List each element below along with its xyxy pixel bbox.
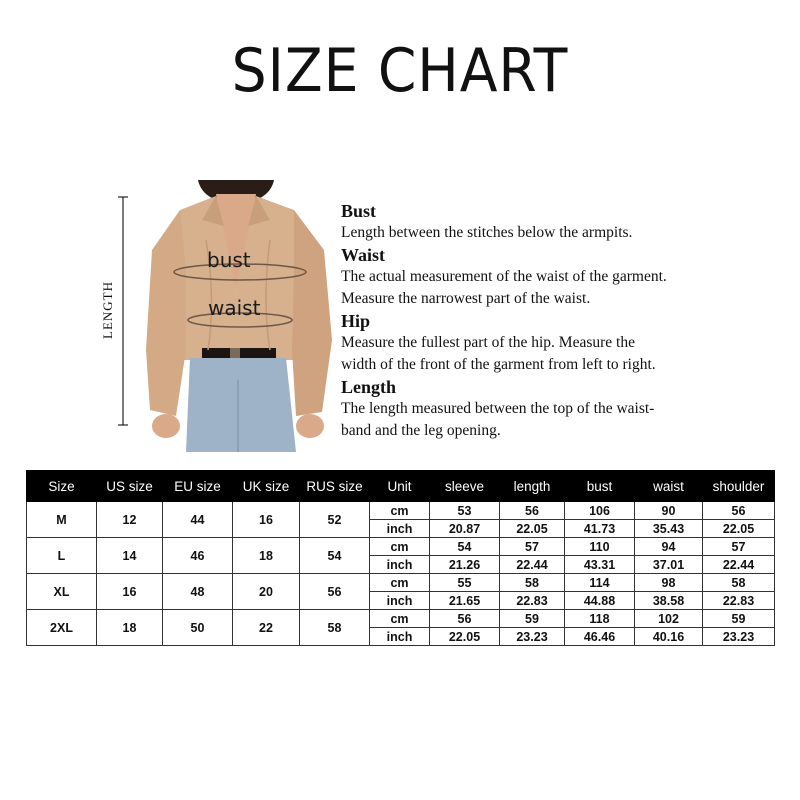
column-header: sleeve (430, 471, 500, 502)
table-cell: 110 (565, 538, 635, 556)
table-cell: 57 (500, 538, 565, 556)
rus-size-cell: 58 (300, 610, 370, 646)
table-cell: 118 (565, 610, 635, 628)
table-cell: 58 (500, 574, 565, 592)
size-table (26, 470, 775, 646)
table-cell: 94 (635, 538, 703, 556)
rus-size-cell: 54 (300, 538, 370, 574)
uk-size-cell: 18 (233, 538, 300, 574)
definition-text: The actual measurement of the waist of the garment. (341, 268, 667, 285)
definition-text: width of the front of the garment from left to right. (341, 356, 656, 373)
table-cell: 59 (500, 610, 565, 628)
uk-size-cell: 22 (233, 610, 300, 646)
table-cell: 44.88 (565, 592, 635, 610)
definition-text: Measure the fullest part of the hip. Measure the (341, 334, 635, 351)
definition-term: Hip (341, 311, 371, 331)
table-cell: cm (370, 538, 430, 556)
table-cell: 22.83 (703, 592, 775, 610)
table-cell: 22.44 (500, 556, 565, 574)
uk-size-cell: 20 (233, 574, 300, 610)
column-header: Unit (370, 471, 430, 502)
us-size-cell: 12 (97, 502, 163, 538)
column-header: UK size (233, 471, 300, 502)
table-cell: 22.05 (430, 628, 500, 646)
table-cell: 40.16 (635, 628, 703, 646)
table-cell: 46.46 (565, 628, 635, 646)
table-cell: 22.83 (500, 592, 565, 610)
table-cell: 35.43 (635, 520, 703, 538)
measurement-definitions (341, 200, 781, 442)
definition-term: Length (341, 377, 397, 397)
table-cell: 43.31 (565, 556, 635, 574)
uk-size-cell: 16 (233, 502, 300, 538)
table-cell: 56 (500, 502, 565, 520)
definition-term: Bust (341, 201, 377, 221)
table-cell: 90 (635, 502, 703, 520)
eu-size-cell: 44 (163, 502, 233, 538)
bust-label: bust (207, 248, 251, 272)
table-cell: 114 (565, 574, 635, 592)
table-cell: 54 (430, 538, 500, 556)
definition-waist (341, 244, 781, 310)
table-cell: 23.23 (500, 628, 565, 646)
column-header: Size (27, 471, 97, 502)
table-row (27, 502, 775, 520)
table-cell: 55 (430, 574, 500, 592)
garment-illustration (98, 180, 338, 452)
table-cell: 56 (430, 610, 500, 628)
table-header-row (27, 471, 775, 502)
size-cell: 2XL (27, 610, 97, 646)
table-cell: 102 (635, 610, 703, 628)
definition-text: The length measured between the top of the waist- (341, 400, 655, 417)
waist-label: waist (208, 296, 261, 320)
eu-size-cell: 48 (163, 574, 233, 610)
rus-size-cell: 52 (300, 502, 370, 538)
table-cell: 41.73 (565, 520, 635, 538)
page-title: SIZE CHART (231, 36, 569, 106)
table-cell: 22.44 (703, 556, 775, 574)
table-cell: 21.26 (430, 556, 500, 574)
table-cell: 38.58 (635, 592, 703, 610)
size-cell: XL (27, 574, 97, 610)
us-size-cell: 18 (97, 610, 163, 646)
table-cell: 58 (703, 574, 775, 592)
column-header: waist (635, 471, 703, 502)
table-cell: 37.01 (635, 556, 703, 574)
table-cell: 53 (430, 502, 500, 520)
definition-bust (341, 200, 781, 244)
table-cell: inch (370, 592, 430, 610)
definition-length (341, 376, 781, 442)
table-cell: 21.65 (430, 592, 500, 610)
definition-text: Measure the narrowest part of the waist. (341, 290, 591, 307)
us-size-cell: 16 (97, 574, 163, 610)
column-header: EU size (163, 471, 233, 502)
table-row (27, 610, 775, 628)
column-header: US size (97, 471, 163, 502)
size-cell: M (27, 502, 97, 538)
eu-size-cell: 46 (163, 538, 233, 574)
column-header: length (500, 471, 565, 502)
rus-size-cell: 56 (300, 574, 370, 610)
size-cell: L (27, 538, 97, 574)
table-cell: 22.05 (500, 520, 565, 538)
table-row (27, 574, 775, 592)
eu-size-cell: 50 (163, 610, 233, 646)
table-row (27, 538, 775, 556)
table-cell: inch (370, 628, 430, 646)
table-cell: 106 (565, 502, 635, 520)
table-cell: 23.23 (703, 628, 775, 646)
definition-text: Length between the stitches below the armpits. (341, 224, 633, 241)
column-header: RUS size (300, 471, 370, 502)
definition-text: band and the leg opening. (341, 422, 501, 439)
table-cell: 22.05 (703, 520, 775, 538)
table-cell: 98 (635, 574, 703, 592)
table-cell: cm (370, 502, 430, 520)
definition-term: Waist (341, 245, 386, 265)
table-cell: 56 (703, 502, 775, 520)
column-header: bust (565, 471, 635, 502)
us-size-cell: 14 (97, 538, 163, 574)
table-cell: 59 (703, 610, 775, 628)
model-photo (146, 180, 334, 452)
table-cell: inch (370, 556, 430, 574)
table-cell: inch (370, 520, 430, 538)
length-label: LENGTH (100, 281, 115, 339)
definition-hip (341, 310, 781, 376)
column-header: shoulder (703, 471, 775, 502)
table-cell: 57 (703, 538, 775, 556)
table-cell: cm (370, 610, 430, 628)
table-cell: 20.87 (430, 520, 500, 538)
table-cell: cm (370, 574, 430, 592)
